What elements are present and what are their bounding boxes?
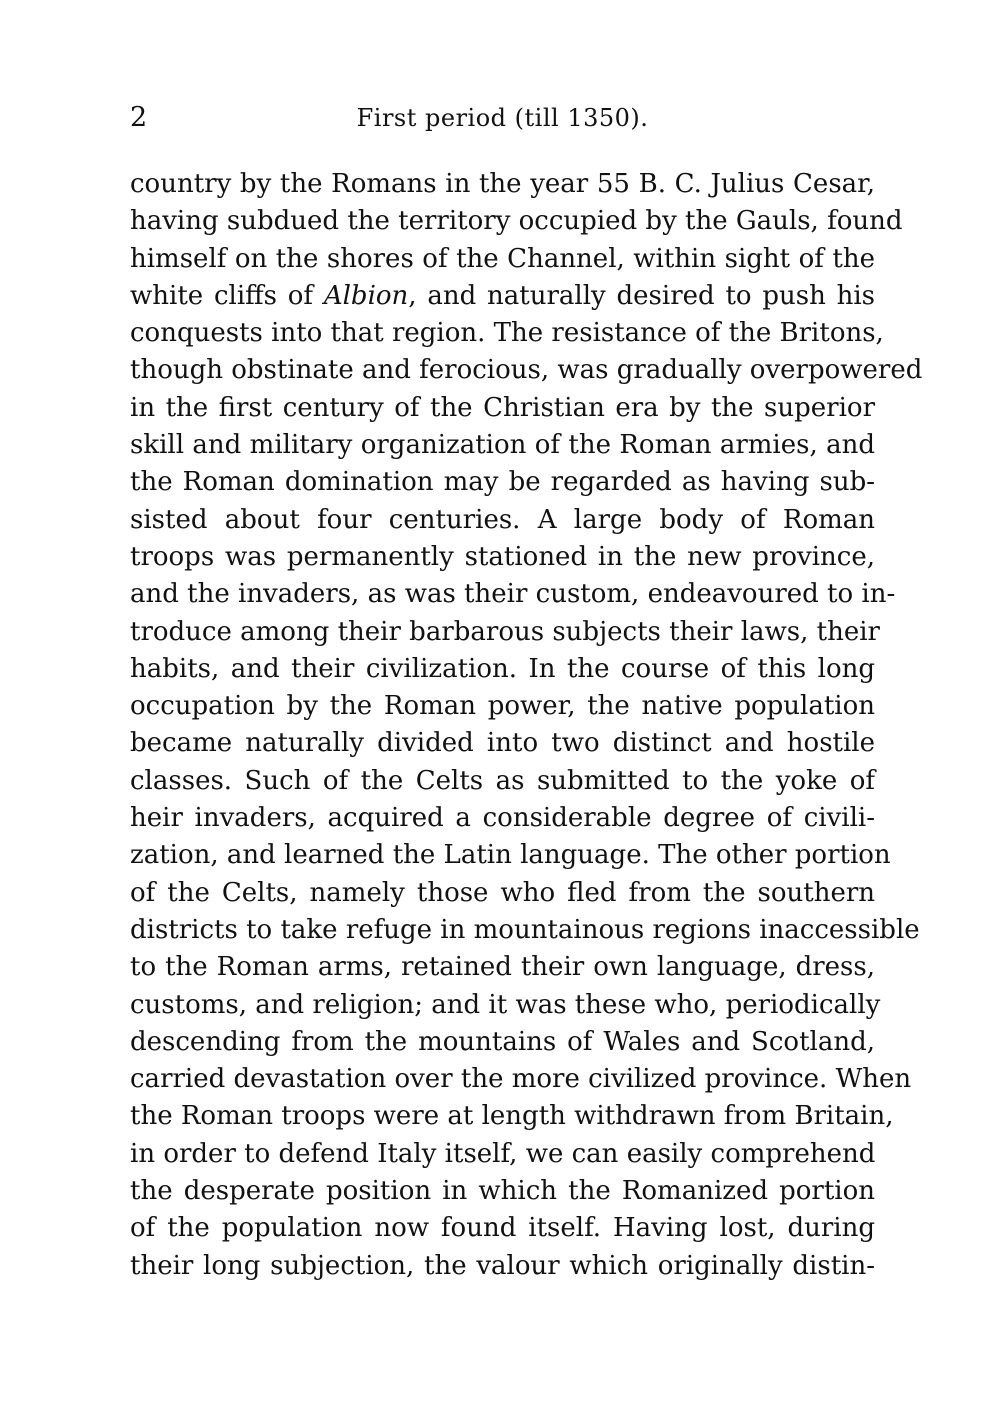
text-line: in order to defend Italy itself, we can easily comprehend [130,1138,876,1169]
text-line: became naturally divided into two distinct and hostile [130,728,875,759]
text-segment: , and naturally desired to push his [408,280,876,311]
text-line: in the first century of the Christian era by the superior [130,392,875,423]
text-line: skill and military organization of the Roman armies, and [130,430,875,461]
text-line: and the invaders, as was their custom, endeavoured to in- [130,579,896,610]
text-line: conquests into that region. The resistance of the Britons, [130,318,884,349]
text-line: the Roman domination may be regarded as having sub- [130,467,875,498]
text-line: the Roman troops were at length withdrawn from Britain, [130,1101,894,1132]
running-head: First period (till 1350). [356,104,649,132]
text-line: though obstinate and ferocious, was gradually overpowered [130,355,923,386]
text-line: to the Roman arms, retained their own language, dress, [130,952,875,983]
text-line: heir invaders, acquired a considerable degree of civili- [130,803,875,834]
text-line: their long subjection, the valour which originally distin- [130,1250,875,1281]
text-line: zation, and learned the Latin language. The other portion [130,840,891,871]
text-line: classes. Such of the Celts as submitted to the yoke of [130,765,875,796]
text-line: habits, and their civilization. In the course of this long [130,653,875,684]
text-line: of the population now found itself. Having lost, during [130,1213,875,1244]
text-line: having subdued the territory occupied by the Gauls, found [130,206,903,237]
text-line: descending from the mountains of Wales and Scotland, [130,1026,875,1057]
text-line: customs, and religion; and it was these who, periodically [130,989,881,1020]
text-line: country by the Romans in the year 55 B. C. Julius Cesar, [130,169,875,199]
body-text [130,166,923,1285]
text-line: districts to take refuge in mountainous regions inaccessible [130,914,920,945]
text-line: carried devastation over the more civilized province. When [130,1064,912,1095]
text-line: sisted about four centuries. A large body of Roman [130,504,875,535]
text-segment: white cliffs of [130,280,314,311]
text-line: the desperate position in which the Romanized portion [130,1176,875,1207]
text-line: troduce among their barbarous subjects their laws, their [130,616,880,647]
text-line: himself on the shores of the Channel, within sight of the [130,243,875,274]
italic-term: Albion [323,280,409,311]
text-line: of the Celts, namely those who fled from the southern [130,877,875,908]
text-line: troops was permanently stationed in the new province, [130,541,875,572]
page-number: 2 [130,102,148,133]
text-line: occupation by the Roman power, the native population [130,691,875,722]
page-header [130,98,875,138]
text-line [130,278,875,315]
